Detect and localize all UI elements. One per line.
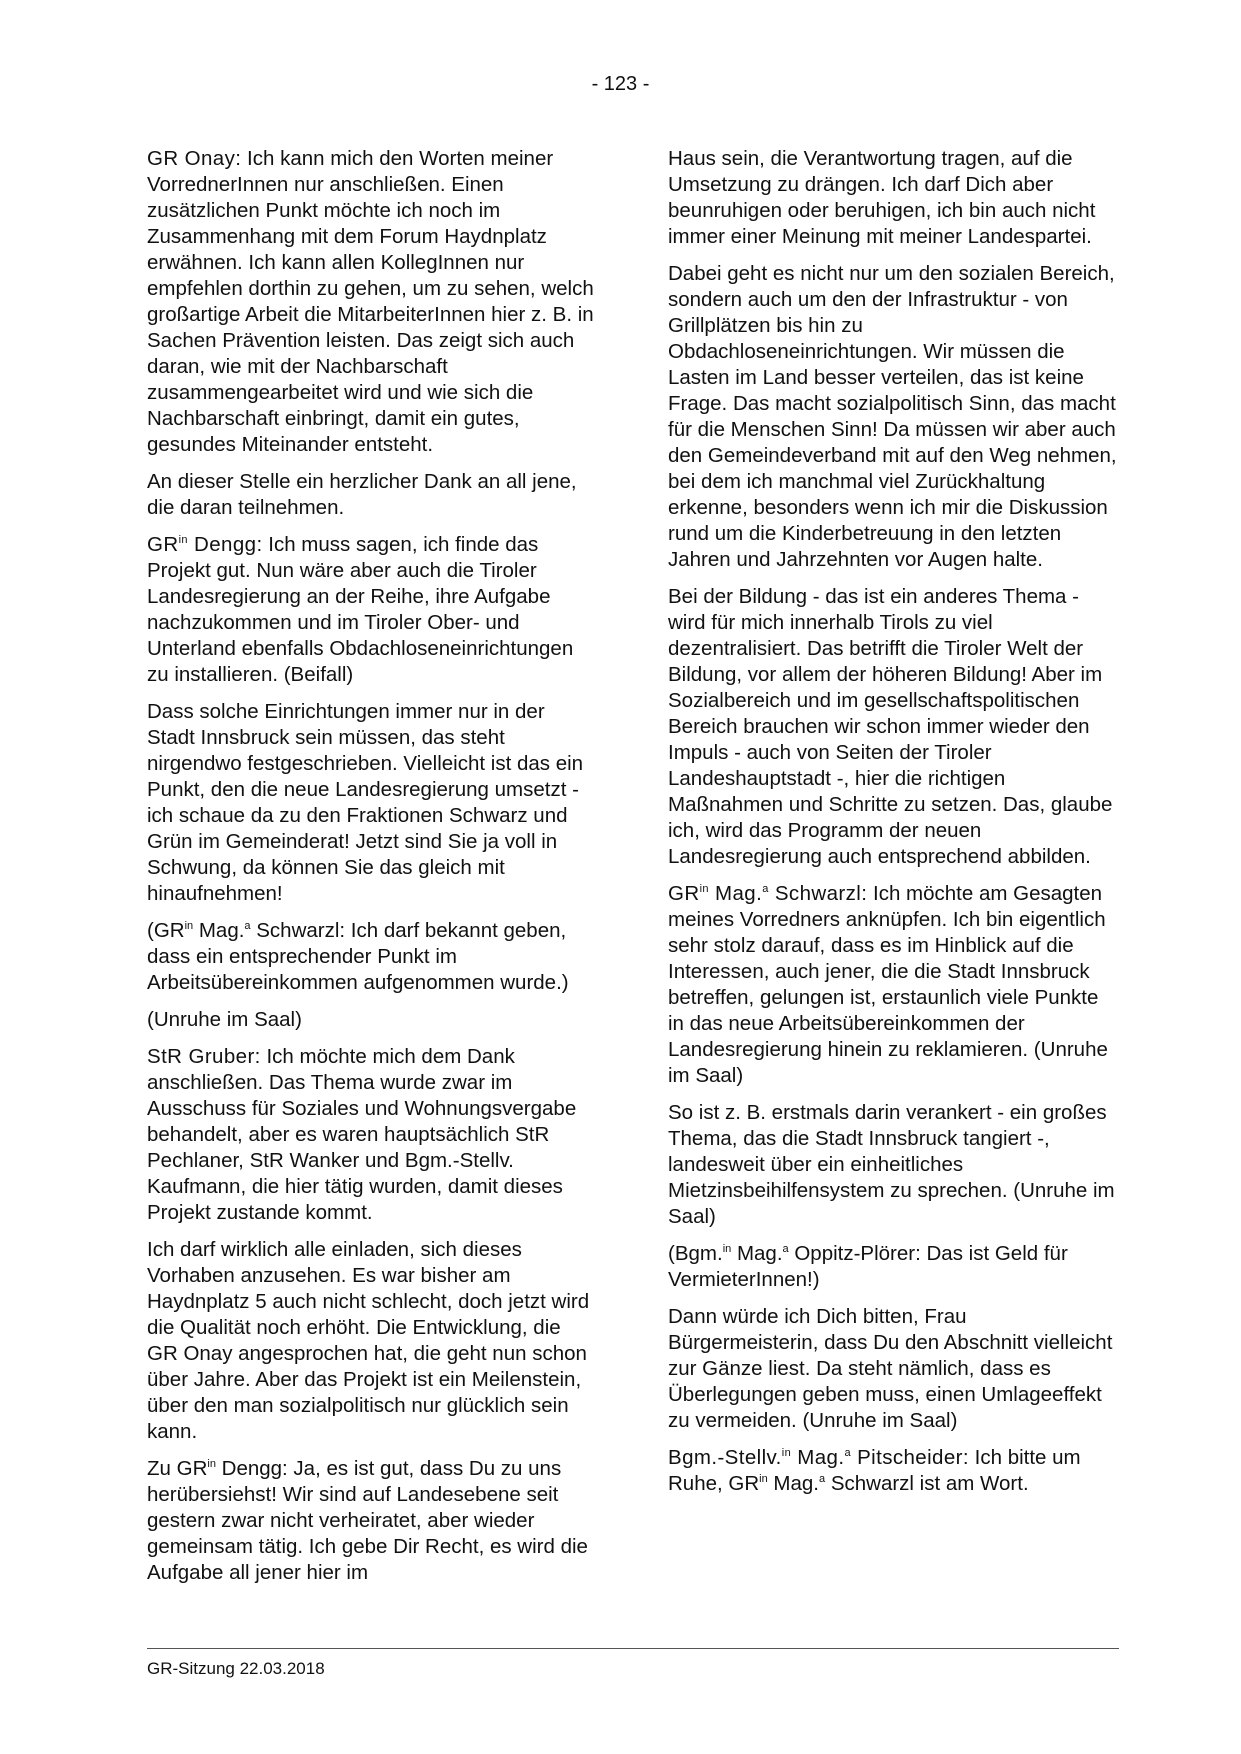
paragraph: Dann würde ich Dich bitten, Frau Bürgermeisterin, dass Du den Abschnitt vielleicht zur Gänze liest. Da steht nämlich, dass es Überlegungen geben muss, einen Umlageeffekt zu vermeiden. (Unruhe im Saal) [668,1305,1113,1432]
paragraph: Ich darf wirklich alle einladen, sich dieses Vorhaben anzusehen. Es war bisher am Haydnplatz 5 auch nicht schlecht, doch jetzt wird die Qualität noch erhöht. Die Entwicklung, die GR Onay angesprochen hat, die geht nun schon über Jahre. Aber das Projekt ist ein Meilenstein, über den man sozialpolitisch nur glücklich sein kann. [147,1238,590,1443]
left-column [147,146,597,1597]
paragraph: Dabei geht es nicht nur um den sozialen Bereich, sondern auch um den der Infrastruktur - von Grillplätzen bis hin zu Obdachloseneinrichtungen. Wir müssen die Lasten im Land besser verteilen, das ist keine Frage. Das macht sozialpolitisch Sinn, das macht für die Menschen Sinn! Da müssen wir aber auch den Gemeindeverband mit auf den Weg nehmen, bei dem ich manchmal viel Zurückhaltung erkenne, besonders wenn ich mir die Diskussion rund um die Kinderbetreuung in den letzten Jahren und Jahrzehnten vor Augen halte. [668,262,1117,571]
paragraph: GR Onay: Ich kann mich den Worten meiner VorrednerInnen nur anschließen. Einen zusätzlichen Punkt möchte ich noch im Zusammenhang mit dem Forum Haydnplatz erwähnen. Ich kann allen KollegInnen nur empfehlen dorthin zu gehen, um zu sehen, welch großartige Arbeit die MitarbeiterInnen hier z. B. in Sachen Prävention leisten. Das zeigt sich auch daran, wie mit der Nachbarschaft zusammengearbeitet wird und wie sich die Nachbarschaft einbringt, damit ein gutes, gesundes Miteinander entsteht. [147,147,594,456]
right-column [668,146,1118,1508]
speaker: $GR^{in}$ Mag.$^a$ Schwarzl: [668,882,868,905]
paragraph: Zu $GR^{in}$ Dengg: Ja, es ist gut, dass Du zu uns herübersiehst! Wir sind auf Landesebene seit gestern zwar nicht verheiratet, aber wieder gemeinsam tätig. Ich gebe Dir Recht, es wird die Aufgabe all jener hier im [147,1457,588,1584]
paragraph: Haus sein, die Verantwortung tragen, auf die Umsetzung zu drängen. Ich darf Dich aber beunruhigen oder beruhigen, ich bin auch nicht immer einer Meinung mit meiner Landespartei. [668,147,1096,248]
interjection: ($GR^{in}$ Mag.$^a$ Schwarzl: Ich darf bekannt geben, dass ein entsprechender Punkt im Arbeitsübereinkommen aufgenommen wurde.) [147,919,569,994]
speaker: $GR^{in}$ Dengg: [147,533,263,556]
paragraph: An dieser Stelle ein herzlicher Dank an all jene, die daran teilnehmen. [147,470,577,519]
footer-divider [147,1648,1119,1649]
speaker: Bgm.-Stellv.$^{in}$ Mag.$^a$ Pitscheider: [668,1446,969,1469]
interjection: (Unruhe im Saal) [147,1008,302,1031]
page-number: - 123 - [591,73,650,95]
paragraph: So ist z. B. erstmals darin verankert - ein großes Thema, das die Stadt Innsbruck tangiert -, landesweit über ein einheitliches Mietzinsbeihilfensystem zu sprechen. (Unruhe im Saal) [668,1101,1115,1228]
paragraph: Bei der Bildung - das ist ein anderes Thema - wird für mich innerhalb Tirols zu viel dezentralisiert. Das betrifft die Tiroler Welt der Bildung, vor allem der höheren Bildung! Aber im Sozialbereich und im gesellschaftspolitischen Bereich brauchen wir schon immer wieder den Impuls - auch von Seiten der Tiroler Landeshauptstadt -, hier die richtigen Maßnahmen und Schritte zu setzen. Das, glaube ich, wird das Programm der neuen Landesregierung auch entsprechend abbilden. [668,585,1113,868]
paragraph: Bgm.-Stellv.$^{in}$ Mag.$^a$ Pitscheider: Ich bitte um Ruhe, $GR^{in}$ Mag.$^a$ Schwarzl ist am Wort. [668,1446,1081,1495]
speaker: GR Onay: [147,147,242,170]
paragraph: StR Gruber: Ich möchte mich dem Dank anschließen. Das Thema wurde zwar im Ausschuss für Soziales und Wohnungsvergabe behandelt, aber es waren hauptsächlich StR Pechlaner, StR Wanker und Bgm.-Stellv. Kaufmann, die hier tätig wurden, damit dieses Projekt zustande kommt. [147,1045,577,1224]
paragraph: $GR^{in}$ Dengg: Ich muss sagen, ich finde das Projekt gut. Nun wäre aber auch die Tiroler Landesregierung an der Reihe, ihre Aufgabe nachzukommen und im Tiroler Ober- und Unterland ebenfalls Obdachloseneinrichtungen zu installieren. (Beifall) [147,533,574,686]
footer-session-date: GR-Sitzung 22.03.2018 [147,1659,325,1678]
interjection: (Bgm.$^{in}$ Mag.$^a$ Oppitz-Plörer: Das ist Geld für VermieterInnen!) [668,1242,1068,1291]
paragraph: $GR^{in}$ Mag.$^a$ Schwarzl: Ich möchte am Gesagten meines Vorredners anknüpfen. Ich bin eigentlich sehr stolz darauf, dass es im Hinblick auf die Interessen, auch jener, die die Stadt Innsbruck betreffen, gelungen ist, erstaunlich viele Punkte in das neue Arbeitsübereinkommen der Landesregierung hinein zu reklamieren. (Unruhe im Saal) [668,882,1108,1087]
speaker: StR Gruber: [147,1045,261,1068]
paragraph: Dass solche Einrichtungen immer nur in der Stadt Innsbruck sein müssen, das steht nirgendwo festgeschrieben. Vielleicht ist das ein Punkt, den die neue Landesregierung umsetzt - ich schaue da zu den Fraktionen Schwarz und Grün im Gemeinderat! Jetzt sind Sie ja voll in Schwung, da können Sie das gleich mit hinaufnehmen! [147,700,584,905]
